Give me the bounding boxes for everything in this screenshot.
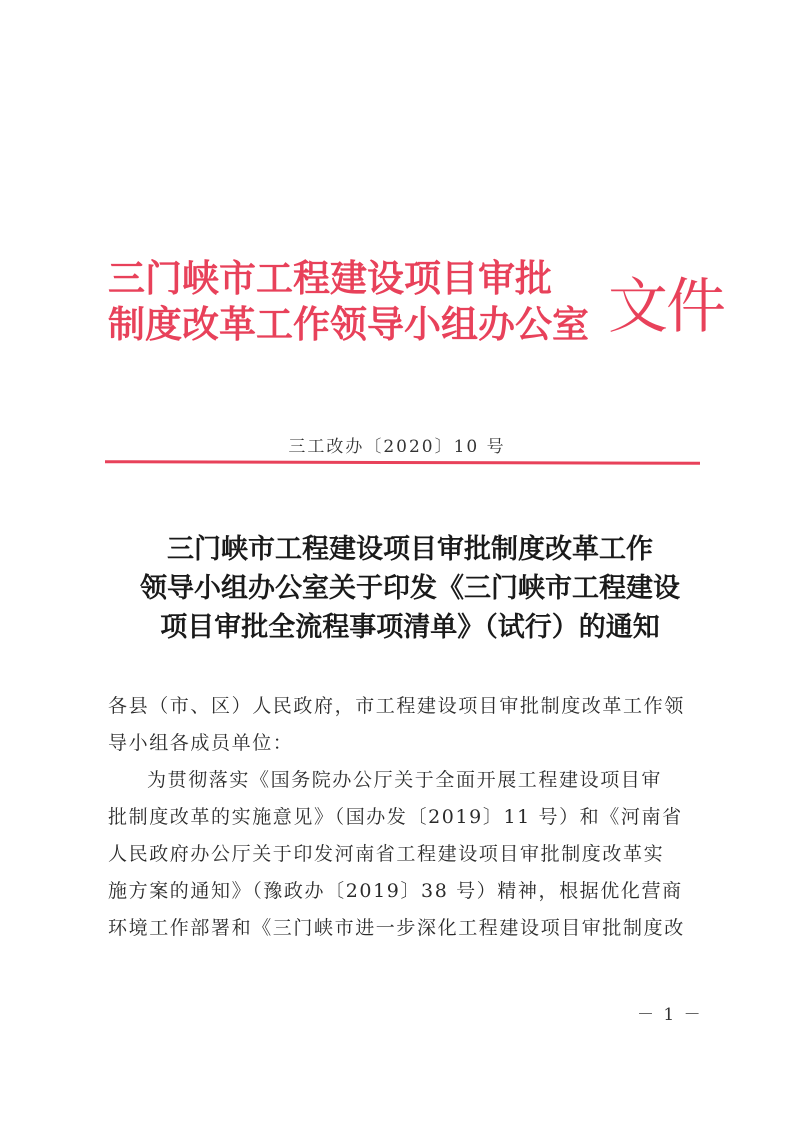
salutation-line-2: 导小组各成员单位： [108, 732, 294, 754]
document-body [108, 688, 698, 947]
paragraph-line-4: 施方案的通知》（豫政办〔2019〕38 号）精神，根据优化营商 [108, 880, 683, 902]
salutation [108, 688, 698, 762]
document-label: 文件 [608, 272, 724, 342]
organization-line-1: 三门峡市工程建设项目审批 [108, 257, 552, 300]
paragraph-line-5: 环境工作部署和《三门峡市进一步深化工程建设项目审批制度改 [108, 917, 685, 939]
page-number: － 1 － [637, 1005, 703, 1025]
paragraph-line-1: 为贯彻落实《国务院办公厅关于全面开展工程建设项目审 [147, 769, 663, 791]
document-number: 三工改办〔2020〕10 号 [288, 437, 506, 457]
salutation-line-1: 各县（市、区）人民政府，市工程建设项目审批制度改革工作领 [108, 695, 685, 717]
paragraph-line-3: 人民政府办公厅关于印发河南省工程建设项目审批制度改革实 [108, 843, 665, 865]
issuing-organization [108, 256, 608, 348]
paragraph-line-2: 批制度改革的实施意见》（国办发〔2019〕11 号）和《河南省 [108, 806, 683, 828]
body-paragraph [108, 762, 698, 947]
title-line-2: 领导小组办公室关于印发《三门峡市工程建设 [140, 573, 680, 604]
document-title [100, 530, 720, 647]
title-line-1: 三门峡市工程建设项目审批制度改革工作 [167, 534, 653, 565]
title-line-3: 项目审批全流程事项清单》（试行）的通知 [160, 612, 660, 643]
organization-line-2: 制度改革工作领导小组办公室 [108, 303, 589, 346]
red-divider [105, 460, 700, 465]
